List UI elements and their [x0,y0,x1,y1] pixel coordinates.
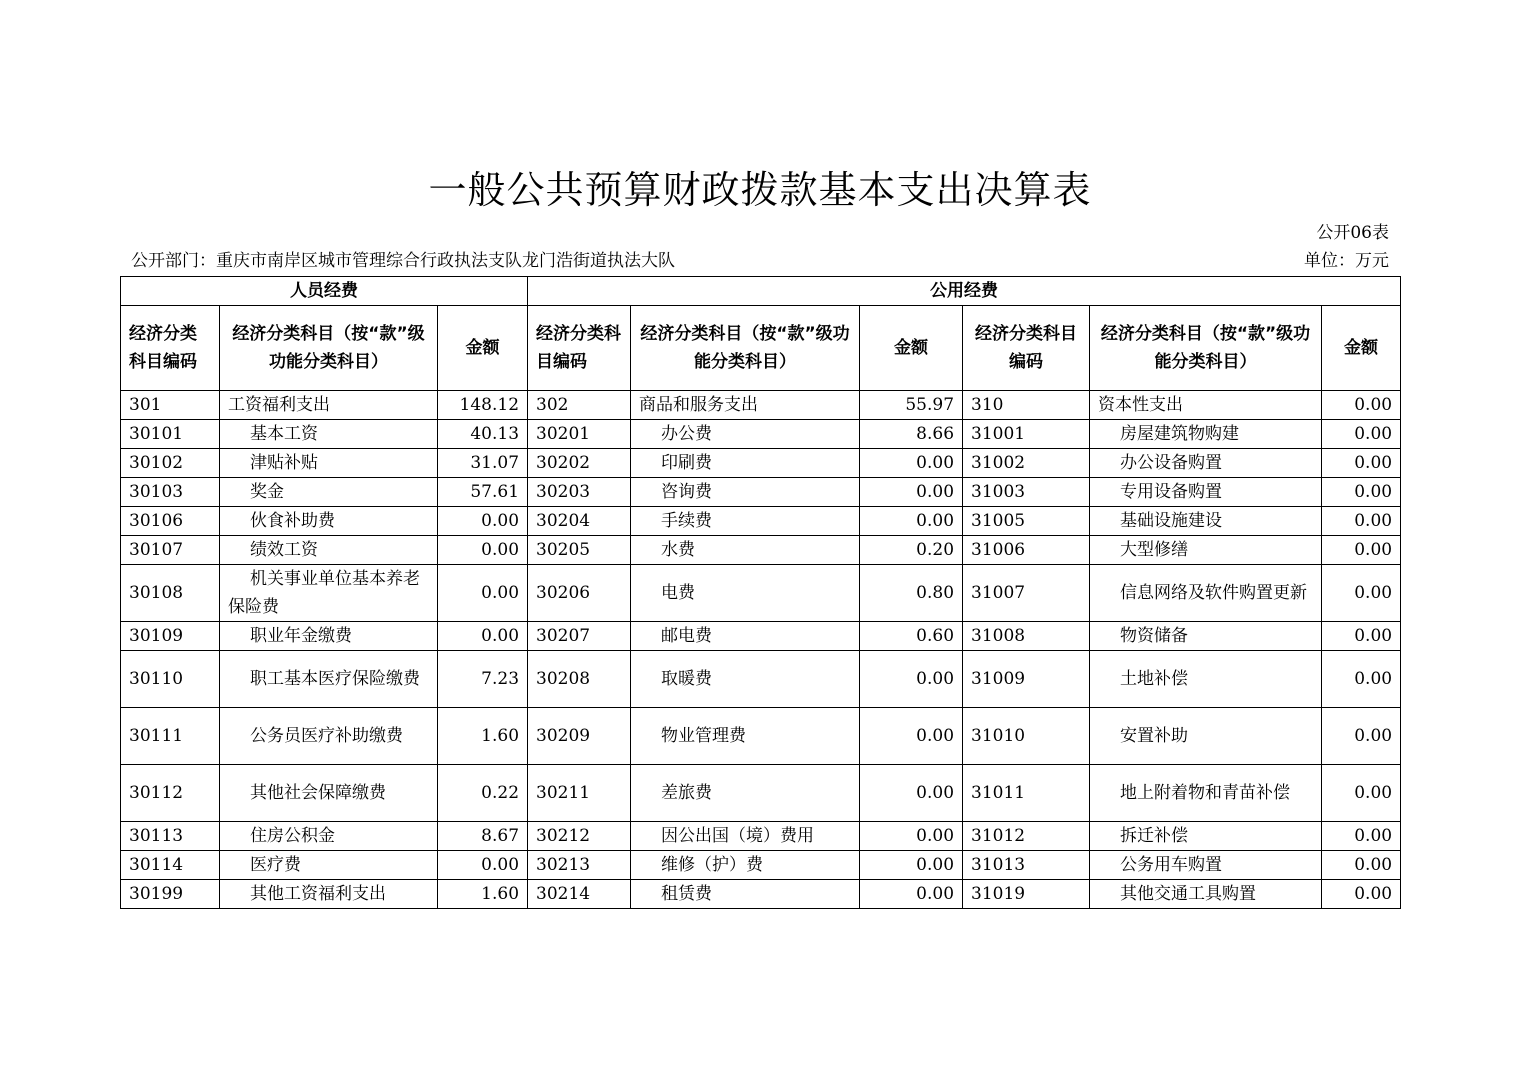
amount-cell: 7.23 [438,651,528,708]
name-cell: 工资福利支出 [220,391,438,420]
name-cell: 办公费 [631,420,860,449]
name-cell: 其他交通工具购置 [1090,880,1322,909]
name-cell: 公务用车购置 [1090,851,1322,880]
amount-cell: 0.22 [438,765,528,822]
col-header-code: 经济分类科目编码 [528,306,631,391]
code-cell: 31007 [963,565,1090,622]
amount-cell: 8.67 [438,822,528,851]
name-cell: 专用设备购置 [1090,478,1322,507]
name-cell: 大型修缮 [1090,536,1322,565]
code-cell: 30111 [121,708,220,765]
name-cell: 公务员医疗补助缴费 [220,708,438,765]
amount-cell: 0.00 [860,651,963,708]
code-cell: 30213 [528,851,631,880]
table-row [121,565,1401,622]
code-cell: 30202 [528,449,631,478]
amount-cell: 0.00 [1322,478,1401,507]
group-header-public: 公用经费 [528,277,1401,306]
amount-cell: 55.97 [860,391,963,420]
amount-cell: 0.00 [1322,565,1401,622]
code-cell: 31001 [963,420,1090,449]
amount-cell: 0.00 [1322,851,1401,880]
amount-cell: 0.00 [1322,822,1401,851]
unit-label: 单位：万元 [1304,251,1389,271]
code-cell: 31009 [963,651,1090,708]
name-cell: 资本性支出 [1090,391,1322,420]
name-cell: 因公出国（境）费用 [631,822,860,851]
name-cell: 电费 [631,565,860,622]
code-cell: 31012 [963,822,1090,851]
amount-cell: 0.00 [438,622,528,651]
name-cell: 基本工资 [220,420,438,449]
amount-cell: 0.00 [1322,880,1401,909]
amount-cell: 57.61 [438,478,528,507]
amount-cell: 0.00 [1322,708,1401,765]
code-cell: 30214 [528,880,631,909]
col-header-name: 经济分类科目（按“款”级功能分类科目） [631,306,860,391]
code-cell: 30101 [121,420,220,449]
amount-cell: 0.00 [1322,507,1401,536]
name-cell: 其他社会保障缴费 [220,765,438,822]
amount-cell: 148.12 [438,391,528,420]
table-row [121,420,1401,449]
amount-cell: 0.00 [1322,391,1401,420]
table-row [121,449,1401,478]
name-cell: 咨询费 [631,478,860,507]
page-title: 一般公共预算财政拨款基本支出决算表 [428,168,1092,212]
table-row [121,880,1401,909]
name-cell: 商品和服务支出 [631,391,860,420]
name-cell: 基础设施建设 [1090,507,1322,536]
table-row [121,851,1401,880]
amount-cell: 0.00 [860,507,963,536]
code-cell: 310 [963,391,1090,420]
col-header-name: 经济分类科目（按“款”级功能分类科目） [1090,306,1322,391]
code-cell: 30112 [121,765,220,822]
code-cell: 302 [528,391,631,420]
amount-cell: 0.00 [860,478,963,507]
amount-cell: 0.00 [1322,765,1401,822]
group-header-personnel: 人员经费 [121,277,528,306]
name-cell: 取暖费 [631,651,860,708]
name-cell: 印刷费 [631,449,860,478]
amount-cell: 0.00 [860,708,963,765]
col-header-amount: 金额 [1322,306,1401,391]
code-cell: 30109 [121,622,220,651]
code-cell: 30203 [528,478,631,507]
name-cell: 地上附着物和青苗补偿 [1090,765,1322,822]
amount-cell: 0.20 [860,536,963,565]
table-row [121,822,1401,851]
amount-cell: 0.00 [860,822,963,851]
name-cell: 邮电费 [631,622,860,651]
name-cell: 医疗费 [220,851,438,880]
code-cell: 31019 [963,880,1090,909]
amount-cell: 1.60 [438,708,528,765]
name-cell: 维修（护）费 [631,851,860,880]
amount-cell: 0.00 [438,536,528,565]
amount-cell: 0.00 [438,507,528,536]
name-cell: 机关事业单位基本养老保险费 [220,565,438,622]
amount-cell: 0.60 [860,622,963,651]
name-cell: 职业年金缴费 [220,622,438,651]
code-cell: 30103 [121,478,220,507]
code-cell: 30209 [528,708,631,765]
name-cell: 伙食补助费 [220,507,438,536]
col-header-amount: 金额 [438,306,528,391]
budget-table [120,276,1401,909]
table-row [121,507,1401,536]
name-cell: 物资储备 [1090,622,1322,651]
amount-cell: 0.00 [1322,449,1401,478]
amount-cell: 0.00 [1322,651,1401,708]
code-cell: 31002 [963,449,1090,478]
name-cell: 信息网络及软件购置更新 [1090,565,1322,622]
name-cell: 其他工资福利支出 [220,880,438,909]
form-number: 公开06表 [1316,223,1389,243]
code-cell: 31006 [963,536,1090,565]
amount-cell: 0.00 [1322,420,1401,449]
code-cell: 30206 [528,565,631,622]
amount-cell: 31.07 [438,449,528,478]
code-cell: 30106 [121,507,220,536]
amount-cell: 0.00 [438,565,528,622]
code-cell: 31013 [963,851,1090,880]
code-cell: 30199 [121,880,220,909]
code-cell: 30212 [528,822,631,851]
col-header-name: 经济分类科目（按“款”级功能分类科目） [220,306,438,391]
amount-cell: 1.60 [438,880,528,909]
code-cell: 31010 [963,708,1090,765]
name-cell: 物业管理费 [631,708,860,765]
table-row [121,478,1401,507]
amount-cell: 0.00 [860,765,963,822]
code-cell: 30113 [121,822,220,851]
code-cell: 31011 [963,765,1090,822]
code-cell: 301 [121,391,220,420]
code-cell: 30211 [528,765,631,822]
col-header-code: 经济分类科目编码 [121,306,220,391]
amount-cell: 0.80 [860,565,963,622]
name-cell: 办公设备购置 [1090,449,1322,478]
code-cell: 30204 [528,507,631,536]
col-header-amount: 金额 [860,306,963,391]
amount-cell: 0.00 [438,851,528,880]
table-row [121,765,1401,822]
name-cell: 奖金 [220,478,438,507]
table-row [121,651,1401,708]
table-row [121,622,1401,651]
amount-cell: 8.66 [860,420,963,449]
table-row [121,536,1401,565]
amount-cell: 0.00 [1322,536,1401,565]
name-cell: 绩效工资 [220,536,438,565]
name-cell: 住房公积金 [220,822,438,851]
col-header-code: 经济分类科目编码 [963,306,1090,391]
name-cell: 水费 [631,536,860,565]
code-cell: 31005 [963,507,1090,536]
code-cell: 30110 [121,651,220,708]
department-label: 公开部门：重庆市南岸区城市管理综合行政执法支队龙门浩街道执法大队 [131,251,675,271]
code-cell: 30114 [121,851,220,880]
name-cell: 手续费 [631,507,860,536]
amount-cell: 0.00 [860,851,963,880]
table-row [121,391,1401,420]
table-row [121,708,1401,765]
name-cell: 安置补助 [1090,708,1322,765]
code-cell: 30208 [528,651,631,708]
code-cell: 30108 [121,565,220,622]
code-cell: 31008 [963,622,1090,651]
name-cell: 职工基本医疗保险缴费 [220,651,438,708]
name-cell: 津贴补贴 [220,449,438,478]
amount-cell: 40.13 [438,420,528,449]
amount-cell: 0.00 [860,449,963,478]
code-cell: 30107 [121,536,220,565]
code-cell: 30207 [528,622,631,651]
name-cell: 拆迁补偿 [1090,822,1322,851]
code-cell: 31003 [963,478,1090,507]
name-cell: 土地补偿 [1090,651,1322,708]
name-cell: 差旅费 [631,765,860,822]
code-cell: 30201 [528,420,631,449]
amount-cell: 0.00 [1322,622,1401,651]
name-cell: 租赁费 [631,880,860,909]
code-cell: 30205 [528,536,631,565]
code-cell: 30102 [121,449,220,478]
name-cell: 房屋建筑物购建 [1090,420,1322,449]
amount-cell: 0.00 [860,880,963,909]
